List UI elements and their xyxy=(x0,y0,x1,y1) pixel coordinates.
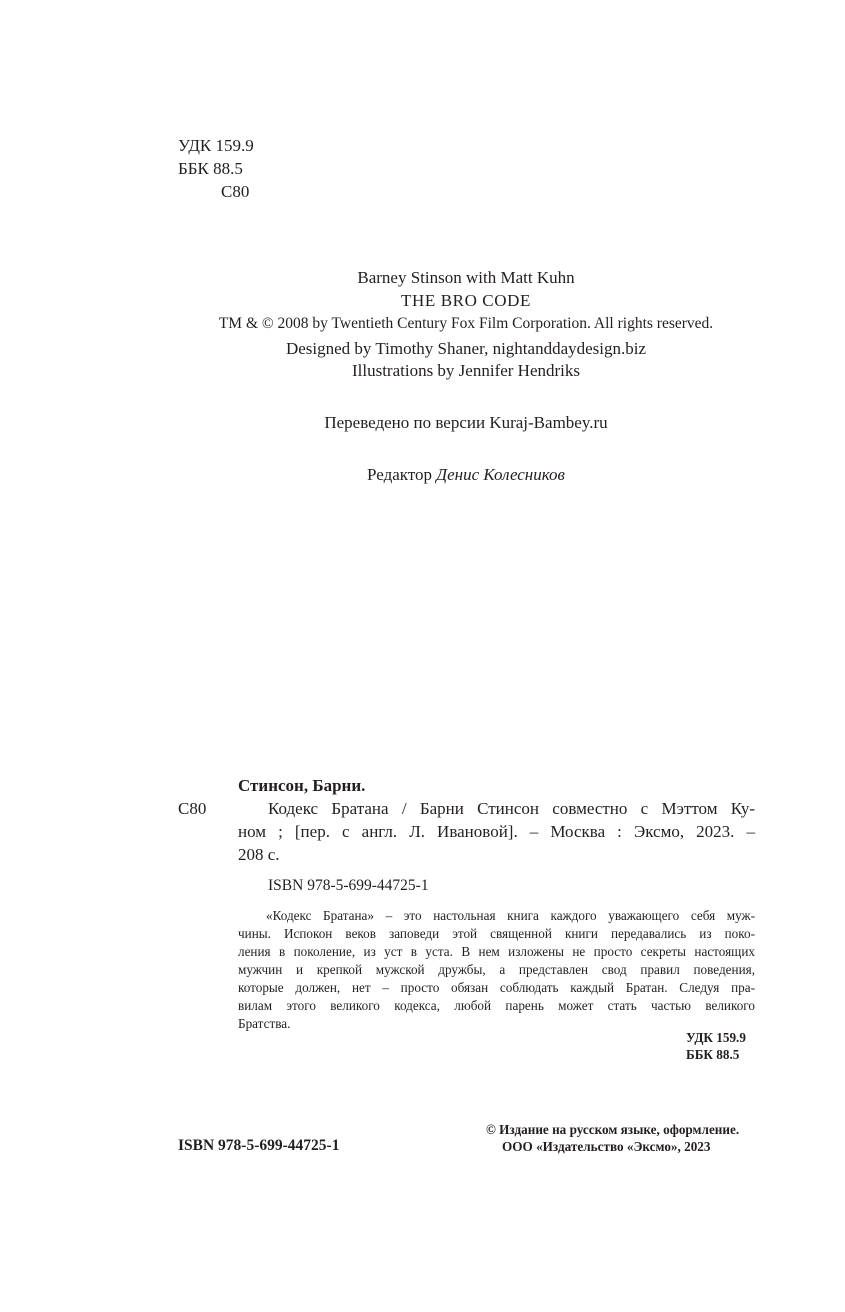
description-line: Братства. xyxy=(238,1016,291,1031)
catalog-author-code: С80 xyxy=(178,799,207,818)
catalog-bbk: ББК 88.5 xyxy=(686,1047,740,1062)
description-line: ления в поколение, из уст в уста. В нем изложены не просто секреты настоящих xyxy=(238,944,755,959)
header-udk: УДК 159.9 xyxy=(178,136,254,155)
credits-designer: Designed by Timothy Shaner, nightanddaydesign.biz xyxy=(285,339,647,358)
footer-copyright-line2: ООО «Издательство «Эксмо», 2023 xyxy=(502,1139,711,1154)
description-line: которые должен, нет – просто обязан соблюдать каждый Братан. Следуя пра- xyxy=(238,980,755,995)
catalog-bib-line: ном ; [пер. с англ. Л. Ивановой]. – Москва : Эксмо, 2023. – xyxy=(238,822,755,841)
credits-title: THE BRO CODE xyxy=(401,291,531,310)
description-line: мужчин и крепкой мужской дружбы, а представлен свод правил поведения, xyxy=(238,962,755,977)
credits-copyright: TM & © 2008 by Twentieth Century Fox Film Corporation. All rights reserved. xyxy=(218,315,714,332)
description-line: вилам этого великого кодекса, любой парень может стать частью великого xyxy=(238,998,755,1013)
catalog-bib-line: Кодекс Братана / Барни Стинсон совместно с Мэттом Ку- xyxy=(268,799,755,818)
header-author-code: С80 xyxy=(221,182,250,201)
header-bbk: ББК 88.5 xyxy=(178,159,243,178)
credits-editor xyxy=(0,465,845,485)
description-line: чины. Испокон веков заповеди этой священной книги передавались из поко- xyxy=(238,926,755,941)
footer-copyright-line1: © Издание на русском языке, оформление. xyxy=(486,1122,740,1137)
catalog-description xyxy=(238,907,755,1033)
catalog-isbn: ISBN 978-5-699-44725-1 xyxy=(268,877,429,894)
credits-authors: Barney Stinson with Matt Kuhn xyxy=(357,268,575,287)
editor-name: Денис Колесников xyxy=(436,465,565,484)
description-line: «Кодекс Братана» – это настольная книга каждого уважающего себя муж- xyxy=(266,908,755,923)
credits-translation-note: Переведено по версии Kuraj-Bambey.ru xyxy=(324,413,608,432)
catalog-bib-line: 208 с. xyxy=(238,845,280,864)
catalog-udk: УДК 159.9 xyxy=(686,1030,746,1045)
editor-label: Редактор xyxy=(367,465,437,484)
footer-isbn: ISBN 978-5-699-44725-1 xyxy=(178,1137,340,1154)
catalog-author-heading: Стинсон, Барни. xyxy=(238,776,366,795)
credits-illustrator: Illustrations by Jennifer Hendriks xyxy=(351,361,581,380)
